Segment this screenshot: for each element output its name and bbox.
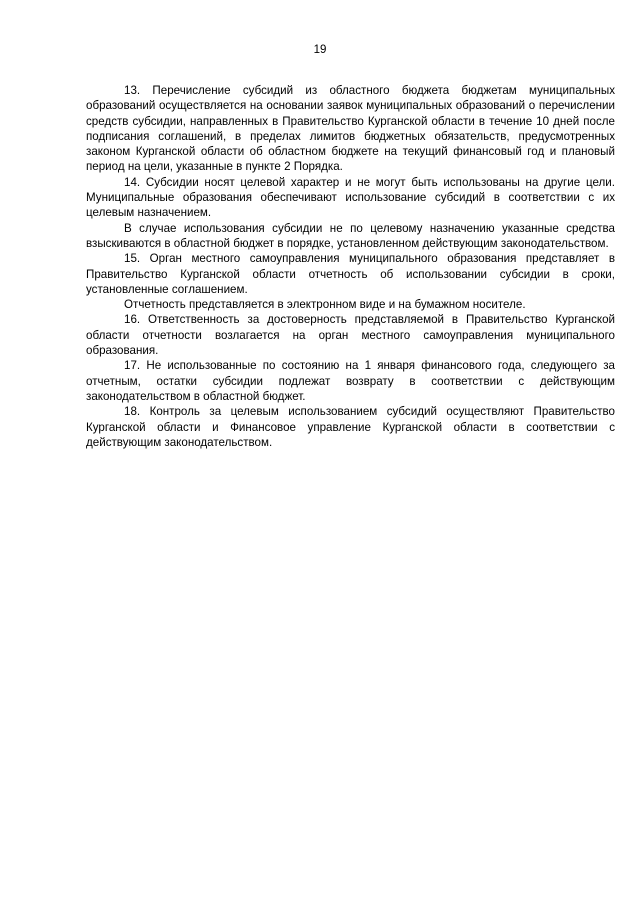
paragraph-15: 15. Орган местного самоуправления муниципального образования представляет в Правительство Курганской области отчетность об использовании субсидии в сроки, установленные соглашением.	[86, 252, 615, 296]
paragraph-16: 16. Ответственность за достоверность представляемой в Правительство Курганской области отчетности возлагается на орган местного самоуправления муниципального образования.	[86, 313, 615, 358]
paragraph-14: 14. Субсидии носят целевой характер и не могут быть использованы на другие цели. Муниципальные образования обеспечивают использование субсидий в соответствии с их целевым назначением.	[86, 175, 615, 220]
paragraph-15-format: Отчетность представляется в электронном виде и на бумажном носителе.	[124, 298, 526, 312]
paragraph-18: 18. Контроль за целевым использованием субсидий осуществляют Правительство Курганской области и Финансовое управление Курганской области в соответствии с действующим законодательством.	[86, 405, 615, 449]
document-body	[86, 83, 615, 450]
page-number: 19	[313, 44, 327, 56]
paragraph-13: 13. Перечисление субсидий из областного бюджета бюджетам муниципальных образований осуществляется на основании заявок муниципальных образований о перечислении средств субсидии, направленных в Правительство Курганской области в течение 10 дней после подписания соглашений, в пределах лимитов бюджетных обязательств, предусмотренных законом Курганской области об областном бюджете на текущий финансовый год и плановый период на цели, указанные в пункте 2 Порядка.	[86, 84, 615, 174]
paragraph-17: 17. Не использованные по состоянию на 1 января финансового года, следующего за отчетным, остатки субсидии подлежат возврату в соответствии с действующим законодательством в областной бюджет.	[86, 359, 615, 403]
paragraph-14-misuse: В случае использования субсидии не по целевому назначению указанные средства взыскиваются в областной бюджет в порядке, установленном действующим законодательством.	[86, 221, 615, 250]
